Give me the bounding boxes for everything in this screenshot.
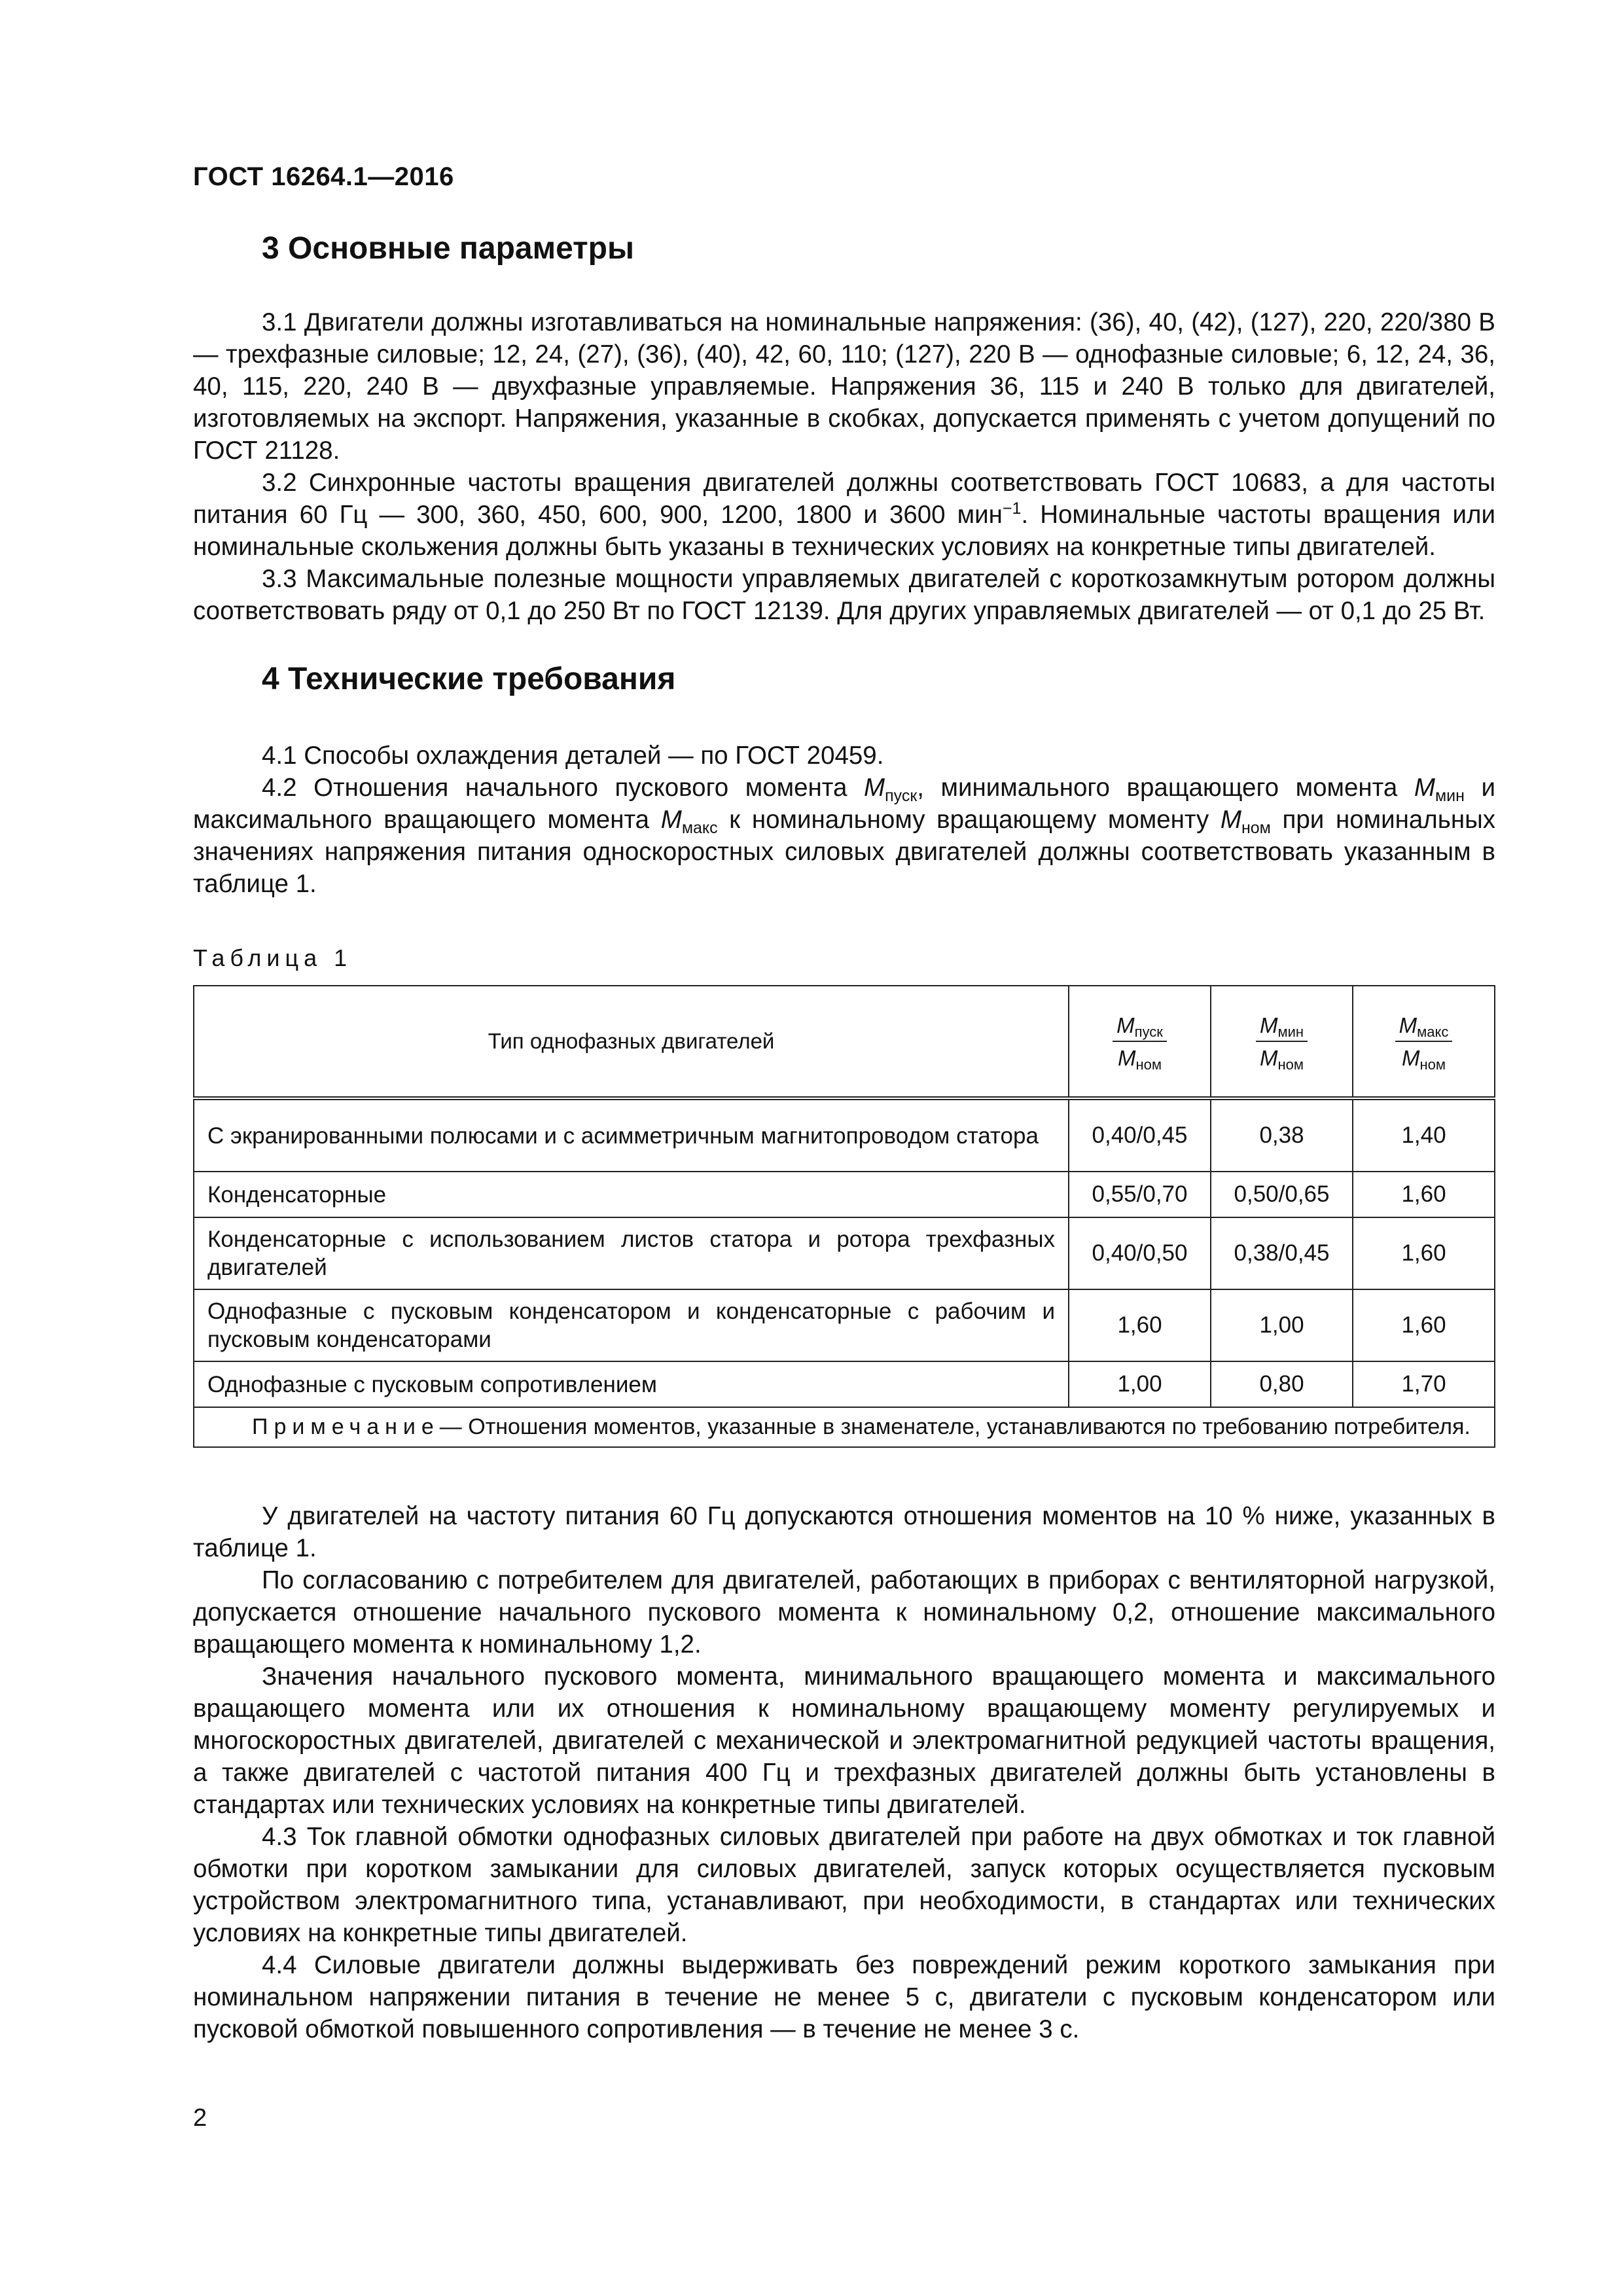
table-1-caption: Таблица 1 xyxy=(193,944,353,971)
after-table-text xyxy=(193,1500,1495,2045)
subscript-max: макс xyxy=(681,819,718,837)
cell-max-ratio: 1,40 xyxy=(1353,1098,1495,1172)
symbol-m: M xyxy=(1116,1013,1135,1037)
paragraph-fan-load: По согласованию с потребителем для двигателей, работающих в приборах с вентиляторной нагрузкой, допускается отношение начального пускового момента к номинальному 0,2, отношение максимального вращающего момента к номинальному 1,2. xyxy=(193,1566,1495,1659)
subscript-nom: ном xyxy=(1241,819,1271,837)
cell-max-ratio: 1,60 xyxy=(1353,1172,1495,1217)
note-label: Примечание xyxy=(252,1414,440,1439)
table-row xyxy=(194,1289,1495,1361)
paragraph-60hz: У двигателей на частоту питания 60 Гц допускаются отношения моментов на 10 % ниже, указанных в таблице 1. xyxy=(193,1502,1495,1562)
symbol-m: M xyxy=(1259,1013,1278,1037)
cell-start-ratio: 0,55/0,70 xyxy=(1069,1172,1211,1217)
table-row xyxy=(194,1098,1495,1172)
cell-min-ratio: 1,00 xyxy=(1211,1289,1353,1361)
header-max-ratio xyxy=(1353,986,1495,1098)
table-row xyxy=(194,1217,1495,1289)
fraction-min-over-nom xyxy=(1256,1013,1308,1071)
fraction-start-over-nom xyxy=(1113,1013,1167,1071)
table-note-row xyxy=(194,1407,1495,1447)
header-start-ratio xyxy=(1069,986,1211,1098)
cell-motor-type: Однофазные с пусковым сопротивлением xyxy=(194,1361,1069,1407)
table-1 xyxy=(193,985,1495,1448)
superscript-minus-one: −1 xyxy=(1002,499,1022,518)
subscript-max: макс xyxy=(1417,1023,1449,1040)
p4-2-text-1: 4.2 Отношения начального пускового момента xyxy=(262,774,864,802)
cell-motor-type: Конденсаторные с использованием листов статора и ротора трехфазных двигателей xyxy=(194,1217,1069,1289)
table-header-row xyxy=(194,986,1495,1098)
paragraph-4-4: 4.4 Силовые двигатели должны выдерживать без повреждений режим короткого замыкания при номинальном напряжении питания в течение не менее 5 с, двигатели с пусковым конденсатором или пусковой обмоткой повышенного сопротивления — в течение не менее 3 с. xyxy=(193,1951,1495,2043)
section-4-title: 4 Технические требования xyxy=(262,662,676,696)
cell-min-ratio: 0,50/0,65 xyxy=(1211,1172,1353,1217)
header-motor-type: Тип однофазных двигателей xyxy=(194,986,1069,1098)
subscript-nom: ном xyxy=(1419,1056,1446,1073)
cell-start-ratio: 1,00 xyxy=(1069,1361,1211,1407)
subscript-start: пуск xyxy=(1134,1023,1163,1040)
paragraph-4-1: 4.1 Способы охлаждения деталей — по ГОСТ 20459. xyxy=(262,742,884,770)
cell-motor-type: С экранированными полюсами и с асимметричным магнитопроводом статора xyxy=(194,1098,1069,1172)
symbol-m: M xyxy=(1414,774,1435,802)
page-content xyxy=(193,223,1495,2045)
cell-min-ratio: 0,38 xyxy=(1211,1098,1353,1172)
cell-motor-type: Однофазные с пусковым конденсатором и конденсаторные с рабочим и пусковым конденсаторами xyxy=(194,1289,1069,1361)
cell-min-ratio: 0,80 xyxy=(1211,1361,1353,1407)
symbol-m: M xyxy=(1399,1013,1418,1037)
standard-code-header: ГОСТ 16264.1—2016 xyxy=(193,162,454,191)
table-row xyxy=(194,1172,1495,1217)
symbol-m: M xyxy=(1220,806,1241,834)
cell-start-ratio: 1,60 xyxy=(1069,1289,1211,1361)
paragraph-3-2-part-b: . Номинальные частоты вращения или номинальные скольжения должны быть указаны в технических условиях на конкретные типы двигателей. xyxy=(193,501,1496,561)
subscript-min: мин xyxy=(1435,787,1465,805)
paragraph-3-2 xyxy=(193,467,1495,563)
subscript-nom: ном xyxy=(1277,1056,1304,1073)
subscript-nom: ном xyxy=(1135,1056,1162,1073)
subscript-min: мин xyxy=(1277,1023,1304,1040)
page-number: 2 xyxy=(193,2104,207,2132)
p4-2-text-4: к номинальному вращающему моменту xyxy=(717,806,1221,834)
subscript-start: пуск xyxy=(885,787,918,805)
p4-2-text-3: и максимального вращающего момента xyxy=(193,774,1495,834)
cell-max-ratio: 1,70 xyxy=(1353,1361,1495,1407)
paragraph-4-2 xyxy=(193,772,1495,900)
fraction-max-over-nom xyxy=(1395,1013,1453,1071)
cell-max-ratio: 1,60 xyxy=(1353,1217,1495,1289)
paragraph-multispeed: Значения начального пускового момента, минимального вращающего момента и максимального вращающего момента или их отношения к номинальному вращающему моменту регулируемых и многоскоростных двигателей, двигателей с механической и электромагнитной редукцией частоты вращения, а также двигателей с частотой питания 400 Гц и трехфазных двигателей должны быть установлены в стандартах или технических условиях на конкретные типы двигателей. xyxy=(193,1662,1495,1819)
cell-start-ratio: 0,40/0,50 xyxy=(1069,1217,1211,1289)
cell-max-ratio: 1,60 xyxy=(1353,1289,1495,1361)
symbol-m: M xyxy=(1401,1045,1420,1070)
symbol-m: M xyxy=(1259,1045,1278,1070)
table-note xyxy=(194,1407,1495,1447)
symbol-m: M xyxy=(863,774,885,802)
cell-motor-type: Конденсаторные xyxy=(194,1172,1069,1217)
cell-start-ratio: 0,40/0,45 xyxy=(1069,1098,1211,1172)
paragraph-3-3: 3.3 Максимальные полезные мощности управляемых двигателей с короткозамкнутым ротором должны соответствовать ряду от 0,1 до 250 Вт по ГОСТ 12139. Для других управляемых двигателей — от 0,1 до 25 Вт. xyxy=(193,565,1495,625)
section-3-title: 3 Основные параметры xyxy=(262,231,634,266)
note-text: — Отношения моментов, указанные в знаменателе, устанавливаются по требованию потребителя. xyxy=(439,1414,1471,1439)
table-row xyxy=(194,1361,1495,1407)
paragraph-4-3: 4.3 Ток главной обмотки однофазных силовых двигателей при работе на двух обмотках и ток главной обмотки при коротком замыкании для силовых двигателей, запуск которых осуществляется пусковым устройством электромагнитного типа, устанавливают, при необходимости, в стандартах или технических условиях на конкретные типы двигателей. xyxy=(193,1823,1495,1947)
paragraph-3-2-part-a: 3.2 Синхронные частоты вращения двигателей должны соответствовать ГОСТ 10683, а для частоты питания 60 Гц — 300, 360, 450, 600, 900, 1200, 1800 и 3600 мин xyxy=(193,469,1495,529)
cell-min-ratio: 0,38/0,45 xyxy=(1211,1217,1353,1289)
symbol-m: M xyxy=(660,806,682,834)
p4-2-text-5: при номинальных значениях напряжения питания односкоростных силовых двигателей должны соответствовать указанным в таблице 1. xyxy=(193,806,1496,898)
symbol-m: M xyxy=(1117,1045,1136,1070)
p4-2-text-2: , минимального вращающего момента xyxy=(917,774,1414,802)
header-min-ratio xyxy=(1211,986,1353,1098)
paragraph-3-1: 3.1 Двигатели должны изготавливаться на номинальные напряжения: (36), 40, (42), (127), 220, 220/380 В — трехфазные силовые; 12, 24, (27), (36), (40), 42, 60, 110; (127), 220 В — однофазные силовые; 6, 12, 24, 36, 40, 115, 220, 240 В — двухфазные управляемые. Напряжения 36, 115 и 240 В только для двигателей, изготовляемых на экспорт. Напряжения, указанные в скобках, допускается применять с учетом допущений по ГОСТ 21128. xyxy=(193,308,1495,465)
